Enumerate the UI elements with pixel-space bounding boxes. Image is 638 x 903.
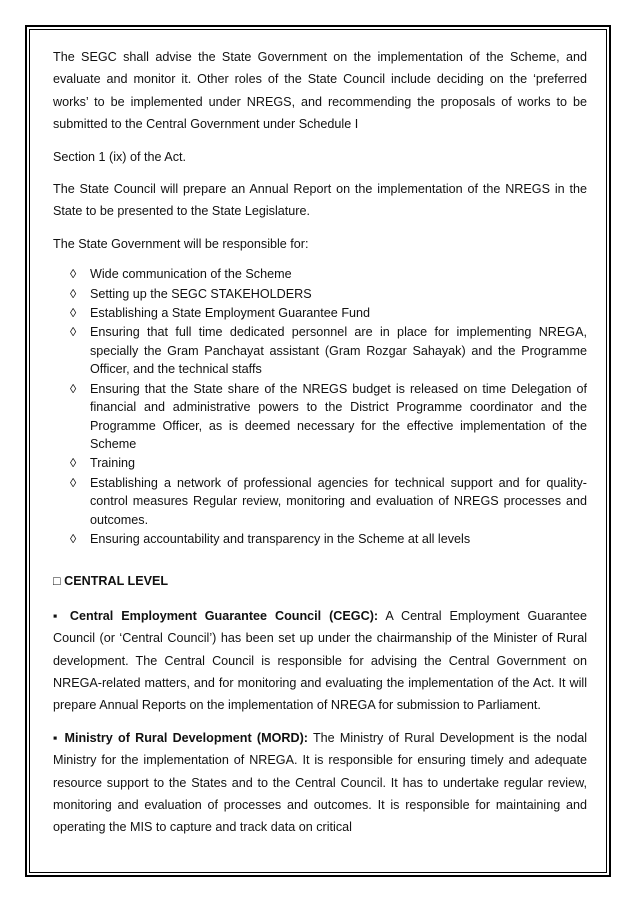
- document-page: [53, 46, 587, 849]
- responsibility-list: [53, 265, 587, 548]
- list-item: ◊ Wide communication of the Scheme: [70, 265, 587, 283]
- diamond-bullet-icon: ◊: [70, 267, 77, 282]
- diamond-bullet-icon: ◊: [70, 381, 77, 396]
- term-cegc: Central Employment Guarantee Council (CEGC):: [69, 608, 379, 623]
- diamond-bullet-icon: ◊: [70, 531, 77, 546]
- diamond-bullet-icon: ◊: [70, 456, 77, 471]
- list-item: ◊ Establishing a network of professional agencies for technical support and for quality-control measures Regular review, monitoring and evaluation of NREGS processes and outcomes.: [70, 475, 587, 527]
- square-bullet-icon: ▪: [53, 608, 62, 623]
- paragraph-annual-report: The State Council will prepare an Annual Report on the implementation of the NREGS in the State to be presented to the State Legislature.: [53, 182, 587, 219]
- term-mord: Ministry of Rural Development (MORD):: [64, 730, 308, 745]
- list-item: ◊ Ensuring accountability and transparency in the Scheme at all levels: [70, 530, 587, 548]
- list-item: ◊ Setting up the SEGC STAKEHOLDERS: [70, 285, 587, 303]
- paragraph-mord: ▪ Ministry of Rural Development (MORD): The Ministry of Rural Development is the nodal Ministry for the implementation of NREGA. It is responsible for ensuring timely and adequate resource support to the States and to the Central Council. It has to undertake regular review, monitoring and evaluation of processes and outcomes. It is responsible for maintaining and operating the MIS to capture and track data on critical: [53, 730, 588, 835]
- diamond-bullet-icon: ◊: [70, 475, 77, 490]
- paragraph-section-ref: Section 1 (ix) of the Act.: [53, 149, 186, 164]
- paragraph-segc-role: The SEGC shall advise the State Government on the implementation of the Scheme, and evaluate and monitor it. Other roles of the State Council include deciding on the ‘preferred works’ to be implemented under NREGS, and recommending the proposals of works to be submitted to the Central Government under Schedule I: [53, 50, 587, 132]
- diamond-bullet-icon: ◊: [70, 286, 77, 301]
- square-bullet-icon: ▪: [53, 730, 60, 745]
- paragraph-state-responsibilities: The State Government will be responsible for:: [53, 236, 309, 251]
- diamond-bullet-icon: ◊: [70, 306, 77, 321]
- list-item: ◊ Establishing a State Employment Guarantee Fund: [70, 304, 587, 322]
- section-heading-central-level: □ CENTRAL LEVEL: [53, 574, 169, 589]
- list-item: ◊ Ensuring that the State share of the NREGS budget is released on time Delegation of financial and administrative powers to the District Programme coordinator and the Programme Officer, as is deemed necessary for the effective implementation of the Scheme: [70, 381, 587, 451]
- list-item: ◊ Ensuring that full time dedicated personnel are in place for implementing NREGA, specially the Gram Panchayat assistant (Gram Rozgar Sahayak) and the Programme Officer, and the technical staffs: [70, 325, 587, 377]
- list-item: ◊ Training: [70, 454, 587, 472]
- paragraph-cegc: ▪ Central Employment Guarantee Council (CEGC): A Central Employment Guarantee Council (or ‘Central Council’) has been set up under the chairmanship of the Minister of Rural development. The Central Council is responsible for advising the Central Government on NREGA-related matters, and for monitoring and evaluating the implementation of the Act. It will prepare Annual Reports on the implementation of NREGA for submission to Parliament.: [53, 608, 587, 713]
- diamond-bullet-icon: ◊: [70, 325, 77, 340]
